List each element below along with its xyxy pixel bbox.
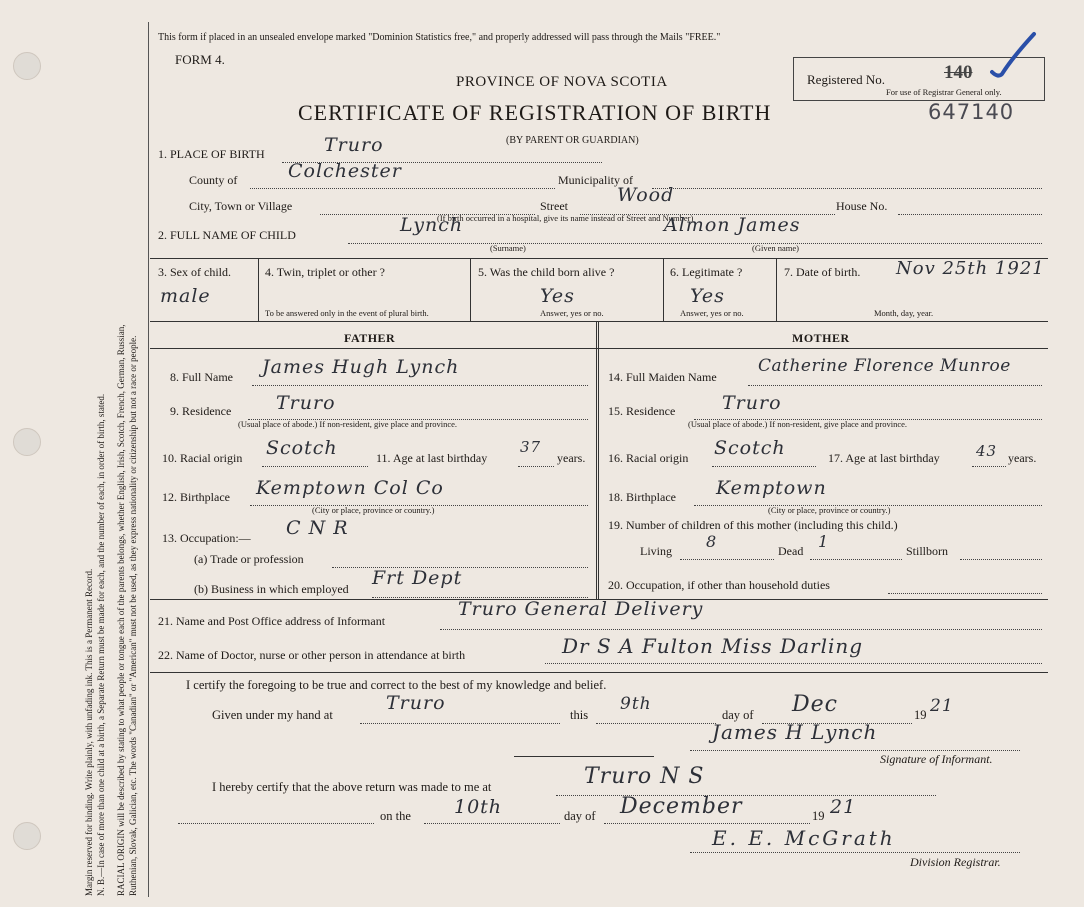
date-of-birth-label: 7. Date of birth. [784, 265, 861, 279]
signature-caption: Signature of Informant. [880, 752, 993, 766]
county-value: Colchester [288, 160, 402, 182]
division-registrar-caption: Division Registrar. [910, 855, 1001, 869]
blue-check-mark [990, 30, 1038, 91]
father-residence-value: Truro [276, 392, 336, 414]
certificate-subtitle: (BY PARENT OR GUARDIAN) [506, 135, 639, 146]
mother-birthplace-label: 18. Birthplace [608, 490, 676, 504]
child-given-name-value: Almon James [664, 214, 801, 236]
registrar-day-value: 10th [454, 796, 503, 818]
certify-year-value: 21 [930, 696, 954, 716]
father-occupation-value: C N R [286, 517, 349, 539]
parents-divider [596, 321, 599, 599]
dead-value: 1 [818, 532, 830, 551]
living-value: 8 [706, 532, 718, 551]
registrar-on-label: on the [380, 809, 411, 823]
child-name-label: 2. FULL NAME OF CHILD [158, 228, 296, 242]
informant-signature: James H Lynch [712, 720, 878, 744]
city-label: City, Town or Village [189, 199, 293, 213]
registered-value: 140 [944, 62, 973, 83]
certify-month-value: Dec [792, 692, 838, 717]
mother-racial-value: Scotch [714, 437, 786, 459]
sex-value: male [160, 285, 211, 307]
certify-year-prefix: 19 [914, 708, 927, 722]
mother-residence-label: 15. Residence [608, 404, 676, 418]
registrar-year-value: 21 [830, 796, 857, 818]
street-label: Street [540, 199, 568, 213]
mother-name-value: Catherine Florence Munroe [758, 356, 1011, 376]
mother-age-years: years. [1008, 451, 1037, 465]
living-label: Living [640, 544, 672, 558]
stillborn-label: Stillborn [906, 544, 949, 558]
registrar-place-value: Truro N S [584, 764, 705, 789]
punch-hole-middle [13, 428, 41, 456]
father-heading: FATHER [344, 331, 396, 345]
father-occupation-label: 13. Occupation:— [162, 531, 251, 545]
father-racial-label: 10. Racial origin [162, 451, 243, 465]
mother-residence-note: (Usual place of abode.) If non-resident, give place and province. [688, 419, 908, 429]
legitimate-label: 6. Legitimate ? [670, 265, 743, 279]
father-racial-value: Scotch [266, 437, 338, 459]
street-value: Wood [617, 184, 675, 206]
registered-label: Registered No. [807, 72, 885, 87]
doctor-value: Dr S A Fulton Miss Darling [562, 634, 864, 658]
stamped-number: 647140 [928, 100, 1015, 124]
father-birthplace-value: Kemptown Col Co [256, 477, 444, 499]
father-age-years: years. [557, 451, 586, 465]
given-place-value: Truro [386, 692, 446, 714]
sex-label: 3. Sex of child. [158, 265, 231, 279]
mother-occupation-label: 20. Occupation, if other than household duties [608, 578, 830, 592]
legitimate-value: Yes [690, 285, 725, 307]
registrar-year-prefix: 19 [812, 809, 825, 823]
date-of-birth-note: Month, day, year. [874, 308, 934, 318]
informant-label: 21. Name and Post Office address of Informant [158, 614, 386, 628]
doctor-label: 22. Name of Doctor, nurse or other person in attendance at birth [158, 648, 466, 662]
surname-caption: (Surname) [490, 243, 526, 253]
side-note-racial-1: RACIAL ORIGIN will be described by stating to what people or tongue each of the parents belongs, whether English, Irish, Scotch, French, German, Russian, [116, 324, 126, 896]
born-alive-value: Yes [540, 285, 575, 307]
county-label: County of [189, 173, 238, 187]
father-age-value: 37 [520, 438, 542, 456]
side-note-nb: N. B.—In case of more than one child at a birth, a Separate Return must be made for each, and the number of each, in order of birth, stated. [96, 393, 106, 896]
side-note-margin: Margin reserved for binding. Write plainly, with unfading ink. This is a Permanent Record. [84, 568, 94, 896]
registrar-day-of-label: day of [564, 809, 596, 823]
mother-birthplace-value: Kemptown [716, 477, 827, 499]
form-number: FORM 4. [175, 52, 225, 67]
trade-label: (a) Trade or profession [194, 552, 304, 566]
father-birthplace-label: 12. Birthplace [162, 490, 230, 504]
father-residence-label: 9. Residence [170, 404, 232, 418]
mother-residence-value: Truro [722, 392, 782, 414]
punch-hole-top [13, 52, 41, 80]
margin-border [148, 22, 149, 897]
children-count-label: 19. Number of children of this mother (including this child.) [608, 518, 898, 532]
mother-birthplace-note: (City or place, province or country.) [768, 505, 891, 515]
place-of-birth-label: 1. PLACE OF BIRTH [158, 147, 265, 161]
given-under-label: Given under my hand at [212, 708, 333, 722]
father-age-label: 11. Age at last birthday [376, 451, 488, 465]
legitimate-note: Answer, yes or no. [680, 308, 744, 318]
registrar-month-value: December [620, 794, 743, 819]
father-business-value: Frt Dept [372, 567, 463, 589]
born-alive-note: Answer, yes or no. [540, 308, 604, 318]
mother-heading: MOTHER [792, 331, 850, 345]
twin-note: To be answered only in the event of plural birth. [265, 308, 429, 318]
certify-statement: I certify the foregoing to be true and correct to the best of my knowledge and belief. [186, 678, 607, 692]
mail-note: This form if placed in an unsealed envelope marked "Dominion Statistics free," and properly addressed will pass through the Mails "FREE." [158, 32, 721, 43]
born-alive-label: 5. Was the child born alive ? [478, 265, 615, 279]
row3-bottom-rule [150, 321, 1048, 322]
province-heading: PROVINCE OF NOVA SCOTIA [456, 74, 668, 90]
certify-day-of-label: day of [722, 708, 754, 722]
mother-racial-label: 16. Racial origin [608, 451, 689, 465]
twin-label: 4. Twin, triplet or other ? [265, 265, 385, 279]
father-birthplace-note: (City or place, province or country.) [312, 505, 435, 515]
side-note-racial-2: Ruthenian, Slovak, Galician, etc. The words "Canadian" or "American" must not be used, as they express nationality or citizenship but not a race or people. [128, 335, 138, 896]
father-name-value: James Hugh Lynch [262, 356, 460, 378]
punch-hole-bottom [13, 822, 41, 850]
mother-age-label: 17. Age at last birthday [828, 451, 940, 465]
registrar-general-note: For use of Registrar General only. [886, 87, 1002, 97]
house-label: House No. [836, 199, 888, 213]
father-name-label: 8. Full Name [170, 370, 233, 384]
mother-age-value: 43 [976, 442, 998, 460]
municipality-label: Municipality of [558, 173, 633, 187]
certificate-title: CERTIFICATE OF REGISTRATION OF BIRTH [298, 100, 772, 125]
dead-label: Dead [778, 544, 804, 558]
informant-value: Truro General Delivery [458, 598, 704, 620]
this-label: this [570, 708, 589, 722]
business-label: (b) Business in which employed [194, 582, 349, 596]
hospital-note: (If birth occurred in a hospital, give its name instead of Street and Number) [437, 213, 694, 223]
place-of-birth-value: Truro [324, 134, 384, 156]
certify-day-value: 9th [620, 694, 652, 714]
mother-name-label: 14. Full Maiden Name [608, 370, 717, 384]
given-name-caption: (Given name) [752, 243, 799, 253]
registrar-statement: I hereby certify that the above return was made to me at [212, 780, 492, 794]
registrar-signature: E. E. McGrath [712, 826, 896, 850]
father-residence-note: (Usual place of abode.) If non-resident, give place and province. [238, 419, 458, 429]
child-surname-value: Lynch [400, 214, 464, 236]
date-of-birth-value: Nov 25th 1921 [896, 258, 1045, 279]
